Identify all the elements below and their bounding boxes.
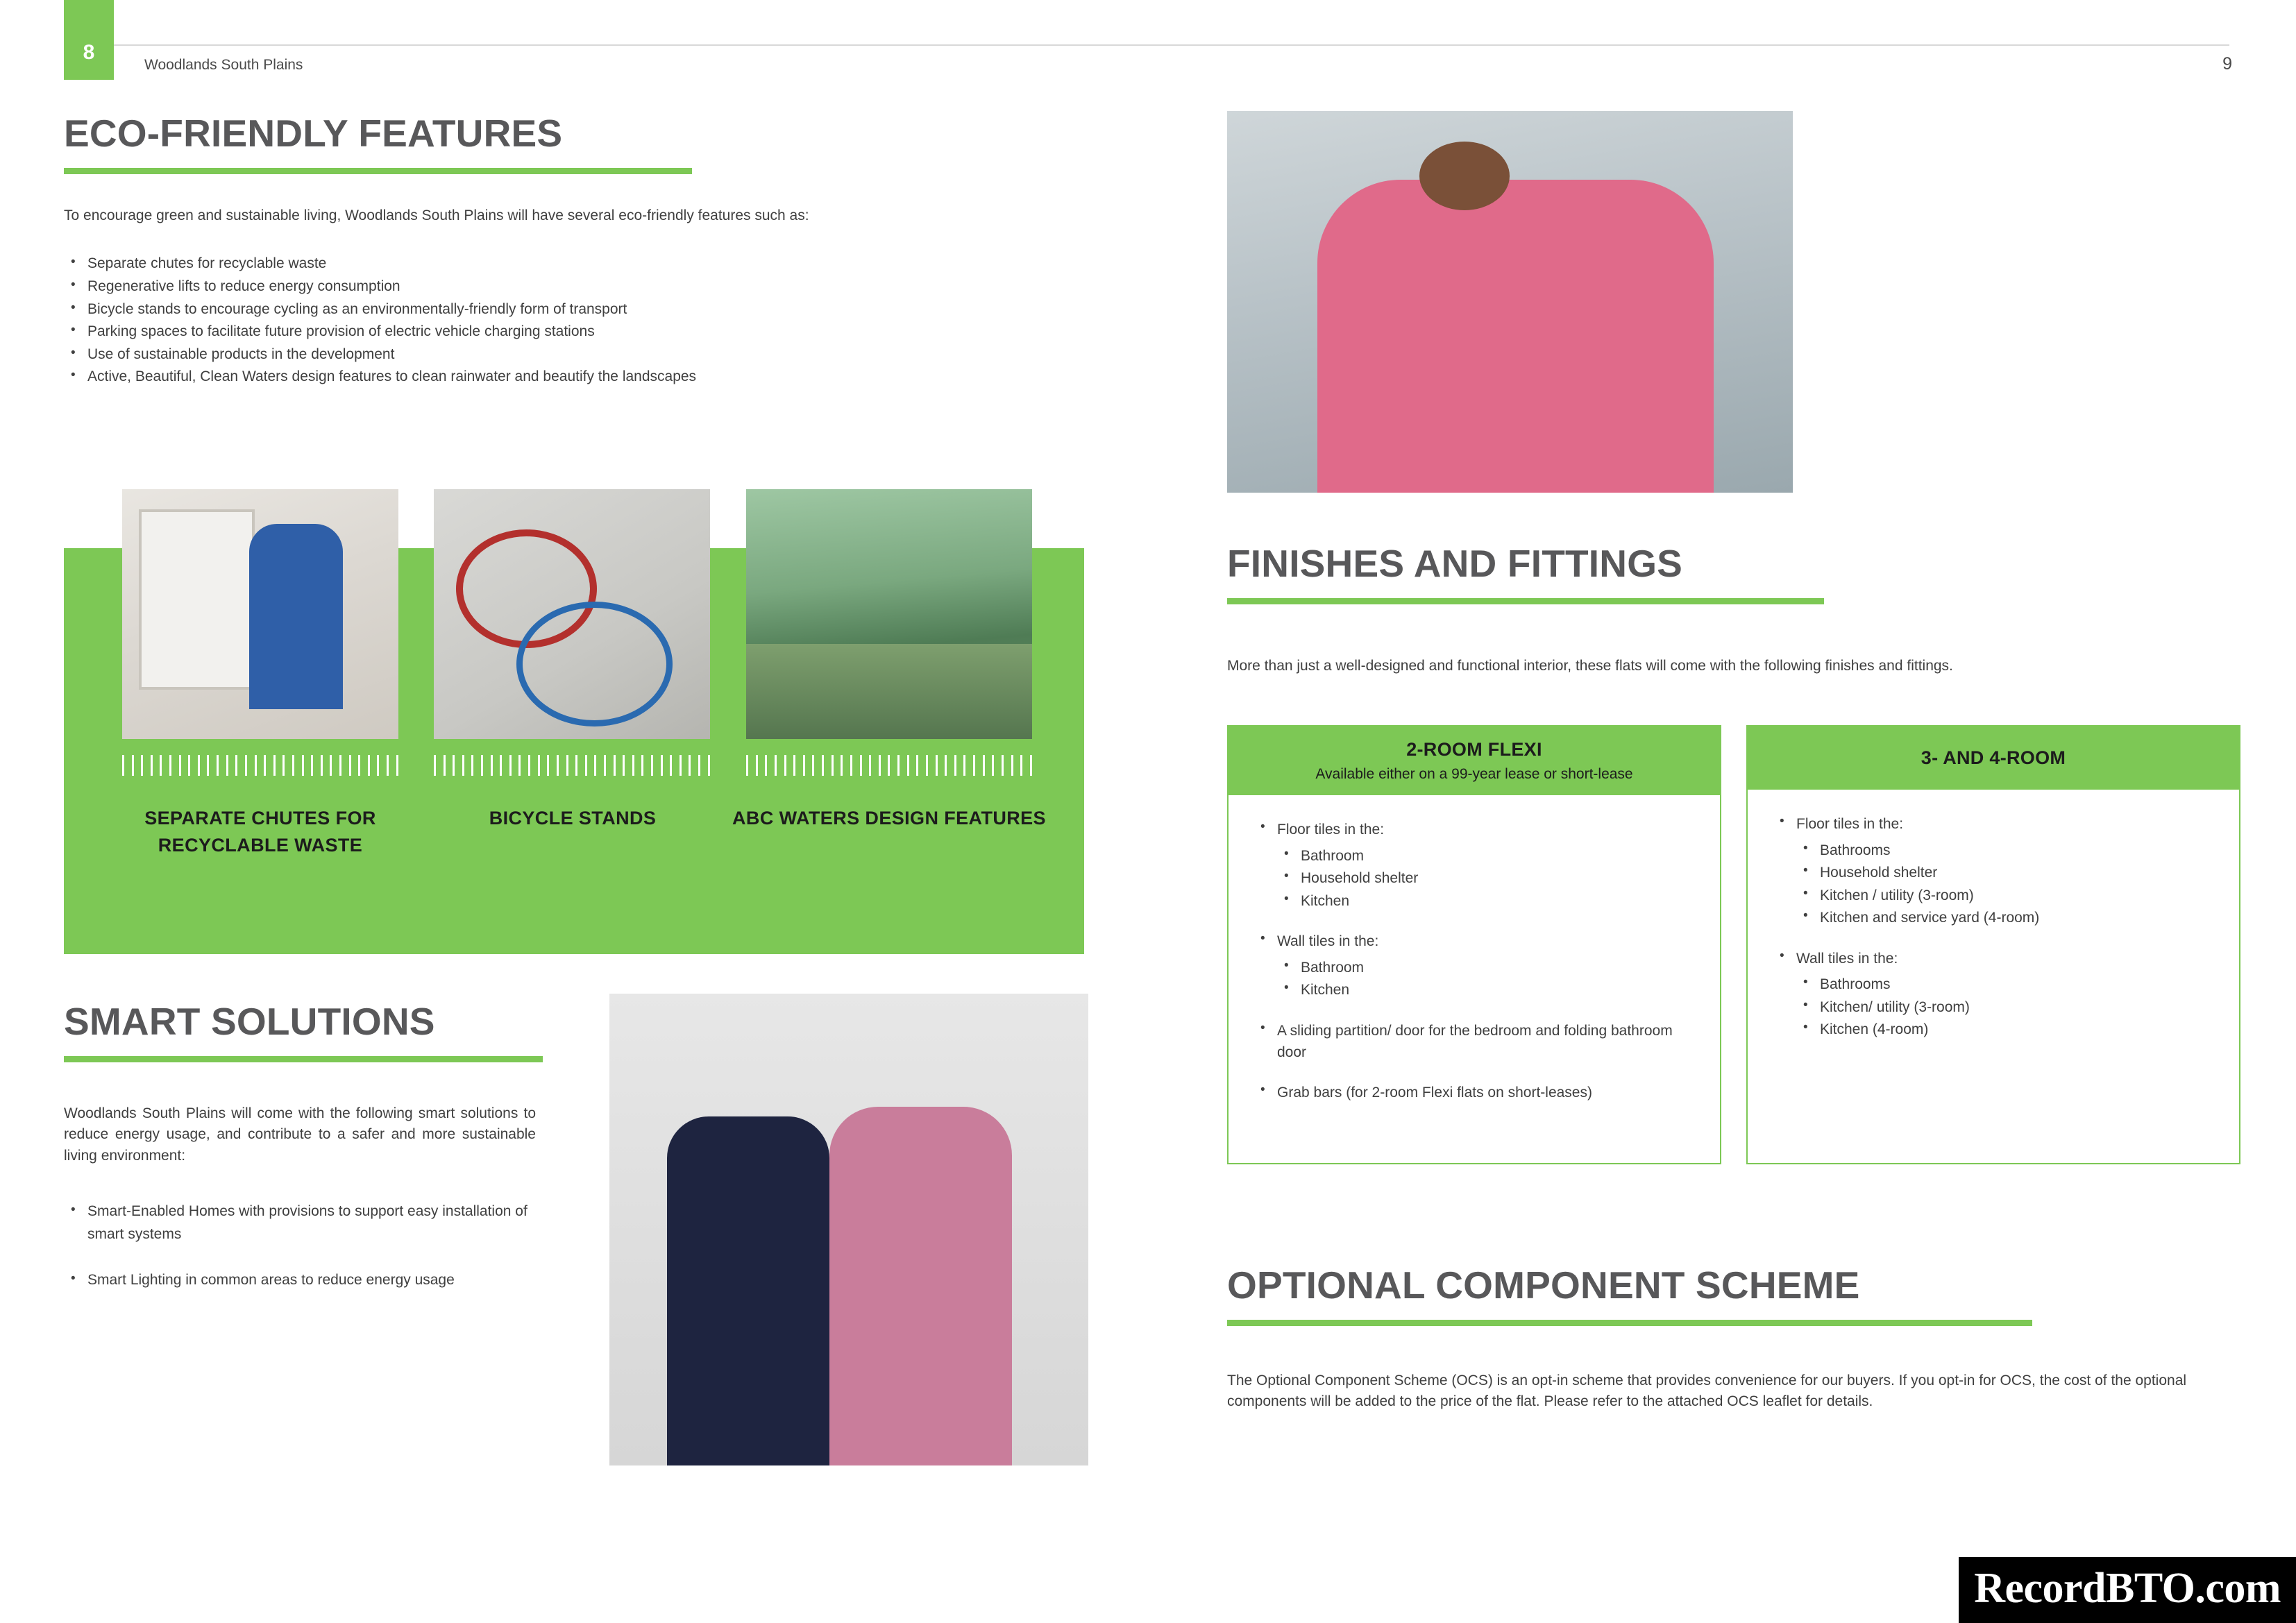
list-item — [1247, 931, 1702, 1002]
ocs-title-block — [1227, 1263, 2032, 1326]
sub-list-item: • Kitchen/ utility (3-room) — [1796, 996, 2221, 1019]
list-item-label: Floor tiles in the: — [1796, 816, 1904, 832]
smart-intro-text: Woodlands South Plains will come with the following smart solutions to reduce energy usage, and contribute to a safer and more sustainable living environment: — [64, 1105, 536, 1164]
eco-title-rule — [64, 168, 692, 174]
finishes-intro-text: More than just a well-designed and functional interior, these flats will come with the following finishes and fittings. — [1227, 658, 1953, 674]
sub-list-item: • Bathroom — [1277, 845, 1702, 868]
finishes-title-rule — [1227, 598, 1824, 604]
comb-divider-1 — [122, 755, 398, 776]
list-item — [1766, 813, 2221, 930]
list-item: • Grab bars (for 2-room Flexi flats on short-leases) — [1247, 1082, 1702, 1104]
list-item-label: Wall tiles in the: — [1796, 950, 1898, 967]
list-item — [1247, 819, 1702, 912]
sub-list-item: • Kitchen and service yard (4-room) — [1796, 907, 2221, 930]
ocs-title-rule — [1227, 1320, 2032, 1326]
watermark-recordbto: RecordBTO.com — [1959, 1557, 2296, 1623]
table-heading: 3- AND 4-ROOM — [1921, 747, 2066, 768]
photo-bicycle-stands — [434, 489, 710, 739]
list-item: • Parking spaces to facilitate future provision of electric vehicle charging stations — [64, 321, 1077, 343]
photo-caption-1: SEPARATE CHUTES FOR RECYCLABLE WASTE — [144, 808, 376, 856]
list-item: • A sliding partition/ door for the bedroom and folding bathroom door — [1247, 1020, 1702, 1064]
sub-list-item: • Bathrooms — [1796, 974, 2221, 996]
page-number-left: 8 — [64, 0, 114, 80]
smart-title-block — [64, 999, 543, 1062]
ocs-body-text: The Optional Component Scheme (OCS) is an opt-in scheme that provides convenience for our buyers. If you opt-in for OCS, the cost of the optional components will be added to the price of the flat. Please refer to the attached OCS leaflet for details. — [1227, 1373, 2187, 1410]
sub-list-item: • Household shelter — [1796, 862, 2221, 885]
table-heading: 2-ROOM FLEXI — [1406, 739, 1542, 760]
sub-list-item: • Bathroom — [1277, 957, 1702, 980]
photo-caption-2: BICYCLE STANDS — [489, 808, 657, 829]
sub-list-item: • Bathrooms — [1796, 840, 2221, 863]
smart-title-rule — [64, 1056, 543, 1062]
finishes-table-34room — [1746, 725, 2240, 1164]
eco-title-block — [64, 111, 692, 174]
photo-recycling-chute — [122, 489, 398, 739]
page-title-smart: SMART SOLUTIONS — [64, 1000, 435, 1043]
sub-list-item: • Kitchen — [1277, 890, 1702, 913]
header-title: Woodlands South Plains — [144, 57, 303, 73]
finishes-title-block — [1227, 541, 1824, 604]
finishes-table-2room — [1227, 725, 1721, 1164]
comb-divider-2 — [434, 755, 710, 776]
sub-list-item: • Kitchen / utility (3-room) — [1796, 885, 2221, 908]
page-title-finishes: FINISHES AND FITTINGS — [1227, 542, 1683, 585]
sub-list-item: • Kitchen (4-room) — [1796, 1019, 2221, 1042]
photo-caption-3: ABC WATERS DESIGN FEATURES — [732, 808, 1046, 829]
table-header-34room — [1748, 726, 2239, 790]
list-item-label: Floor tiles in the: — [1277, 822, 1385, 838]
sub-list-item: • Household shelter — [1277, 867, 1702, 890]
table-body-2room — [1229, 795, 1720, 1163]
table-body-34room — [1748, 790, 2239, 1157]
photo-family-kitchen — [1227, 111, 1793, 493]
list-item-label: Wall tiles in the: — [1277, 933, 1379, 950]
header-divider — [64, 0, 2229, 46]
list-item: • Bicycle stands to encourage cycling as an environmentally-friendly form of transport — [64, 298, 1077, 321]
list-item: • Separate chutes for recyclable waste — [64, 253, 1077, 275]
page-title-ocs: OPTIONAL COMPONENT SCHEME — [1227, 1264, 1860, 1307]
photo-abc-waters — [746, 489, 1032, 739]
eco-bullet-list — [64, 253, 1077, 388]
smart-bullet-list — [64, 1200, 550, 1316]
table-header-2room — [1229, 726, 1720, 795]
page-title-eco: ECO-FRIENDLY FEATURES — [64, 112, 563, 155]
list-item — [1766, 948, 2221, 1042]
table-subheading: Available either on a 99-year lease or short-lease — [1315, 766, 1633, 782]
list-item: • Active, Beautiful, Clean Waters design features to clean rainwater and beautify the landscapes — [64, 366, 1077, 389]
finishes-tables — [1227, 725, 2240, 1164]
list-item: • Regenerative lifts to reduce energy consumption — [64, 275, 1077, 298]
left-column — [64, 111, 1119, 389]
photo-couple — [609, 994, 1088, 1465]
eco-intro-text: To encourage green and sustainable living, Woodlands South Plains will have several eco-friendly features such as: — [64, 207, 809, 223]
page-number-right: 9 — [2222, 54, 2232, 74]
comb-divider-3 — [746, 755, 1032, 776]
sub-list-item: • Kitchen — [1277, 979, 1702, 1002]
list-item: • Use of sustainable products in the development — [64, 343, 1077, 366]
list-item: • Smart-Enabled Homes with provisions to support easy installation of smart systems — [64, 1200, 550, 1246]
list-item: • Smart Lighting in common areas to reduce energy usage — [64, 1269, 550, 1292]
